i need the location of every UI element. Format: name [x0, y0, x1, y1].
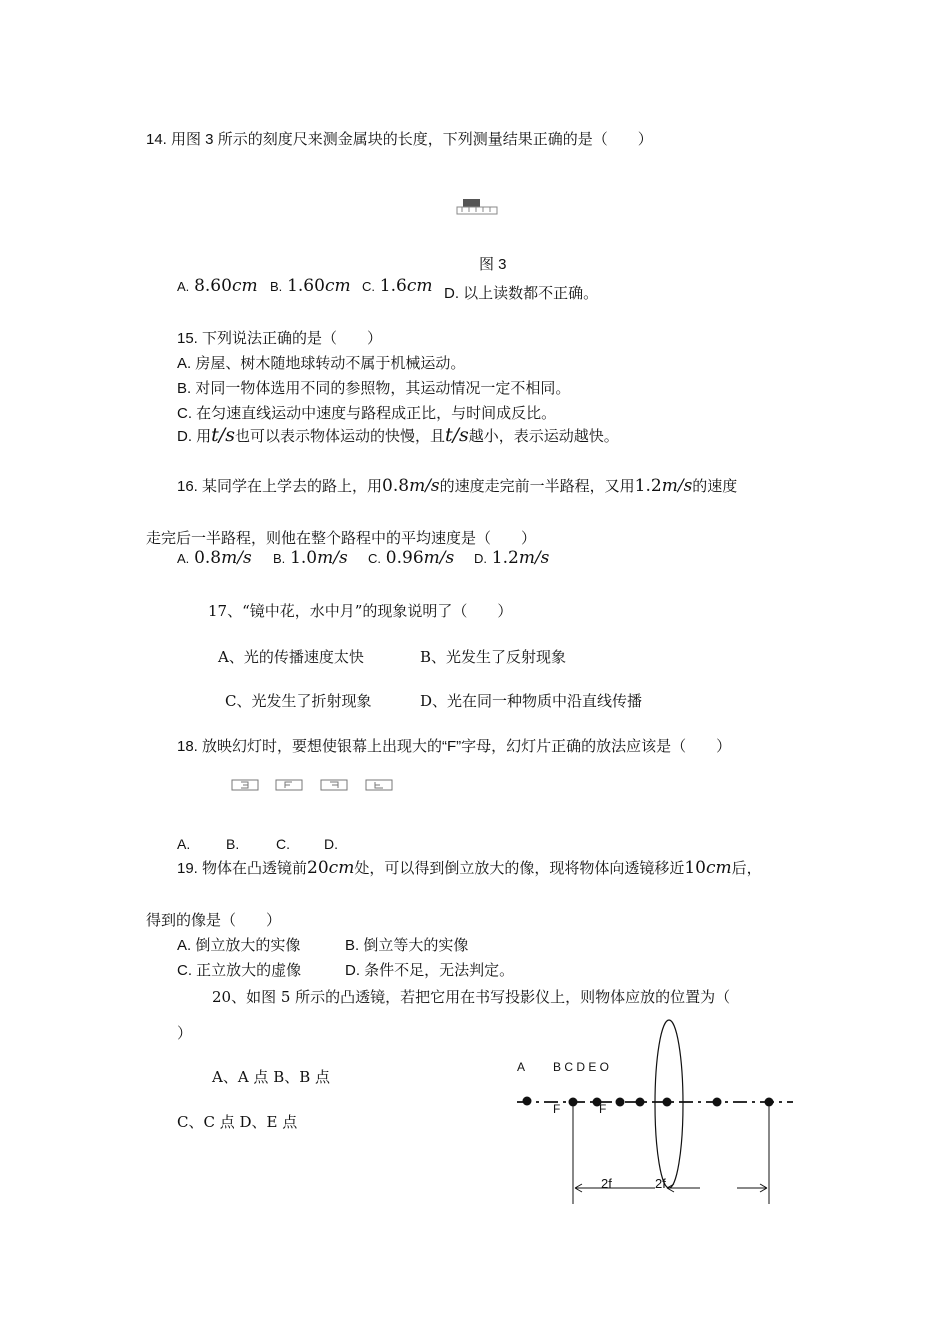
q18-stem: 18. 放映幻灯时，要想使银幕上出现大的“F”字母，幻灯片正确的放法应该是（ ） — [177, 738, 732, 755]
slide-options-figure — [230, 778, 396, 794]
q16-option-d[interactable]: D. 1.2m/s — [474, 548, 550, 568]
q17-option-d[interactable]: D、光在同一种物质中沿直线传播 — [420, 692, 643, 710]
q14-option-a[interactable]: A. 8.60cm — [177, 276, 258, 296]
q19-stem-line2: 得到的像是（ ） — [146, 911, 282, 929]
slide-b-icon — [276, 780, 302, 790]
q18-option-c[interactable]: C. — [276, 836, 290, 852]
point-o — [663, 1098, 672, 1107]
q14-option-c[interactable]: C. 1.6cm — [362, 276, 433, 296]
point-e — [636, 1098, 645, 1107]
q14-option-d[interactable]: D. 以上读数都不正确。 — [444, 285, 599, 302]
q17-option-c[interactable]: C、光发生了折射现象 — [225, 692, 372, 710]
q18-option-d[interactable]: D. — [324, 836, 338, 852]
q16-stem-line2: 走完后一半路程，则他在整个路程中的平均速度是（ ） — [146, 530, 537, 547]
point-a — [523, 1097, 532, 1106]
label-point-a: A — [517, 1060, 526, 1074]
q17-option-a[interactable]: A、光的传播速度太快 — [218, 648, 364, 666]
metal-block — [463, 199, 480, 207]
q20-stem-end: ） — [177, 1024, 193, 1042]
q17-stem: 17、“镜中花，水中月”的现象说明了（ ） — [208, 602, 513, 620]
q19-option-b[interactable]: B. 倒立等大的实像 — [345, 937, 469, 954]
point-right-f — [713, 1098, 722, 1107]
point-d — [616, 1098, 625, 1107]
q18-option-b[interactable]: B. — [226, 836, 240, 852]
q17-option-b[interactable]: B、光发生了反射现象 — [420, 648, 567, 666]
q15-option-a[interactable]: A. 房屋、树木随地球转动不属于机械运动。 — [177, 355, 466, 372]
q19-option-d[interactable]: D. 条件不足，无法判定。 — [345, 962, 515, 979]
ruler-figure — [456, 197, 500, 217]
label-f-left: F — [553, 1102, 561, 1116]
q18-option-a[interactable]: A. — [177, 836, 191, 852]
slide-d-icon — [366, 780, 392, 790]
label-points-bcdeo: B C D E O — [553, 1060, 610, 1074]
q16-stem-line1: 16. 某同学在上学去的路上，用0.8m/s的速度走完前一半路程，又用1.2m/s的速度 — [177, 476, 738, 496]
q15-option-b[interactable]: B. 对同一物体选用不同的参照物，其运动情况一定不相同。 — [177, 380, 571, 397]
convex-lens-diagram — [505, 1010, 805, 1210]
label-2f-left: 2f — [601, 1176, 612, 1191]
q16-option-a[interactable]: A. 0.8m/s — [177, 548, 252, 568]
slide-c-icon — [321, 780, 347, 790]
q15-option-c[interactable]: C. 在匀速直线运动中速度与路程成正比，与时间成反比。 — [177, 405, 557, 422]
q14-stem: 14. 用图 3 所示的刻度尺来测金属块的长度，下列测量结果正确的是（ ） — [146, 131, 653, 148]
label-f-inner: F — [599, 1102, 607, 1116]
slide-a-icon — [232, 780, 258, 790]
q15-option-d[interactable]: D. 用t/s也可以表示物体运动的快慢，且t/s越小，表示运动越快。 — [177, 424, 619, 446]
q14-option-b[interactable]: B. 1.60cm — [270, 276, 351, 296]
label-2f-right: 2f — [655, 1176, 666, 1191]
q16-option-b[interactable]: B. 1.0m/s — [273, 548, 348, 568]
q19-stem-line1: 19. 物体在凸透镜前20cm处，可以得到倒立放大的像，现将物体向透镜移近10cm后， — [177, 858, 762, 878]
q15-stem: 15. 下列说法正确的是（ ） — [177, 330, 383, 347]
q19-option-c[interactable]: C. 正立放大的虚像 — [177, 962, 302, 979]
q16-option-c[interactable]: C. 0.96m/s — [368, 548, 455, 568]
q19-option-a[interactable]: A. 倒立放大的实像 — [177, 937, 301, 954]
ruler — [457, 207, 497, 214]
figure-3-caption: 图 3 — [479, 256, 507, 273]
q20-options-line2[interactable]: C、C 点 D、E 点 — [177, 1113, 298, 1131]
q20-options-line1[interactable]: A、A 点 B、B 点 — [212, 1068, 331, 1086]
q20-stem: 20、如图 5 所示的凸透镜，若把它用在书写投影仪上，则物体应放的位置为（ — [212, 988, 731, 1006]
